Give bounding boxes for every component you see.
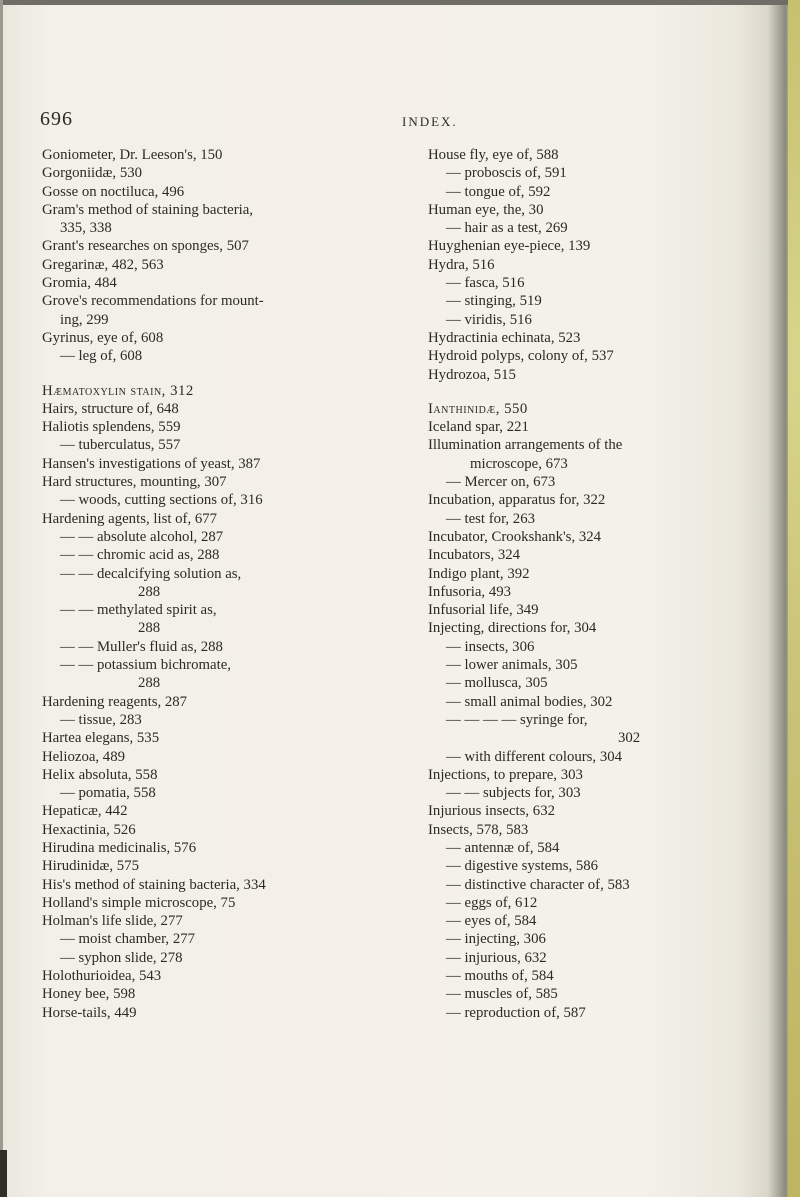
index-entry-continuation: 302 bbox=[618, 730, 641, 747]
index-entry: Hydractinia echinata, 523 bbox=[428, 329, 581, 346]
index-subentry: — tongue of, 592 bbox=[446, 183, 551, 200]
index-subentry: — reproduction of, 587 bbox=[446, 1004, 586, 1021]
index-subentry: — stinging, 519 bbox=[446, 293, 542, 310]
index-entry: Holothurioidea, 543 bbox=[42, 968, 162, 985]
index-entry: Hepaticæ, 442 bbox=[42, 803, 128, 820]
index-subentry: — lower animals, 305 bbox=[446, 657, 578, 674]
index-entry: Holman's life slide, 277 bbox=[42, 913, 183, 930]
index-entry: Indigo plant, 392 bbox=[428, 565, 530, 582]
page-number: 696 bbox=[40, 108, 73, 130]
index-entry: Gregarinæ, 482, 563 bbox=[42, 256, 164, 273]
index-entry: Hydroid polyps, colony of, 537 bbox=[428, 348, 614, 365]
index-entry: Incubators, 324 bbox=[428, 547, 521, 564]
index-entry: Honey bee, 598 bbox=[42, 986, 136, 1003]
index-entry: Infusoria, 493 bbox=[428, 583, 512, 600]
index-entry: Gromia, 484 bbox=[42, 275, 117, 292]
index-entry: Hard structures, mounting, 307 bbox=[42, 474, 227, 491]
index-subentry: — — — — syringe for, bbox=[446, 711, 588, 728]
index-subentry: — — methylated spirit as, bbox=[60, 602, 217, 619]
index-subentry: — eggs of, 612 bbox=[446, 894, 538, 911]
index-column-right bbox=[428, 146, 794, 1022]
index-entry: Hardening reagents, 287 bbox=[42, 693, 188, 710]
index-entry-continuation: 335, 338 bbox=[60, 220, 112, 237]
index-entry: Human eye, the, 30 bbox=[428, 201, 544, 218]
index-subentry: — — absolute alcohol, 287 bbox=[60, 528, 224, 545]
running-head: INDEX. bbox=[402, 114, 458, 129]
index-entry: Gram's method of staining bacteria, bbox=[42, 201, 253, 218]
index-entry: Grant's researches on sponges, 507 bbox=[42, 238, 249, 255]
index-entry-continuation: ing, 299 bbox=[60, 311, 109, 328]
index-entry: His's method of staining bacteria, 334 bbox=[42, 876, 266, 893]
index-subentry: — tuberculatus, 557 bbox=[60, 437, 181, 454]
index-subentry: — viridis, 516 bbox=[446, 311, 532, 328]
index-subentry: — — potassium bichromate, bbox=[60, 657, 231, 674]
index-subentry: — — subjects for, 303 bbox=[446, 785, 581, 802]
index-entry: Gosse on noctiluca, 496 bbox=[42, 183, 185, 200]
index-entry: Hansen's investigations of yeast, 387 bbox=[42, 455, 261, 472]
index-subentry: — with different colours, 304 bbox=[446, 748, 623, 765]
index-subentry: — — Muller's fluid as, 288 bbox=[60, 638, 223, 655]
index-subentry: — distinctive character of, 583 bbox=[446, 876, 630, 893]
section-gap bbox=[428, 384, 794, 400]
index-subentry: — pomatia, 558 bbox=[60, 785, 156, 802]
index-entry: Iceland spar, 221 bbox=[428, 419, 529, 436]
index-subentry: — syphon slide, 278 bbox=[60, 949, 183, 966]
index-subentry: — muscles of, 585 bbox=[446, 986, 558, 1003]
index-entry: House fly, eye of, 588 bbox=[428, 147, 559, 163]
index-subentry: — insects, 306 bbox=[446, 638, 535, 655]
index-entry: Injections, to prepare, 303 bbox=[428, 766, 583, 783]
index-entry-section-start: Hæmatoxylin stain, 312 bbox=[42, 382, 194, 399]
index-subentry: — moist chamber, 277 bbox=[60, 931, 196, 948]
index-entry: Hydra, 516 bbox=[428, 256, 495, 273]
index-entry: Haliotis splendens, 559 bbox=[42, 419, 181, 436]
index-subentry: — Mercer on, 673 bbox=[446, 474, 556, 491]
left-page-edge bbox=[0, 0, 3, 1197]
index-entry: Holland's simple microscope, 75 bbox=[42, 894, 236, 911]
index-entry: Hartea elegans, 535 bbox=[42, 730, 160, 747]
index-entry: Infusorial life, 349 bbox=[428, 602, 539, 619]
index-entry: Huyghenian eye-piece, 139 bbox=[428, 238, 591, 255]
index-entry: Hirudina medicinalis, 576 bbox=[42, 839, 197, 856]
index-entry: Hirudinidæ, 575 bbox=[42, 858, 140, 875]
index-subentry: — injecting, 306 bbox=[446, 931, 546, 948]
index-subentry: — injurious, 632 bbox=[446, 949, 547, 966]
index-subentry: — leg of, 608 bbox=[60, 348, 143, 365]
index-subentry: — hair as a test, 269 bbox=[446, 220, 568, 237]
index-entry: Heliozoa, 489 bbox=[42, 748, 126, 765]
index-subentry: — eyes of, 584 bbox=[446, 913, 537, 930]
index-entry: Gorgoniidæ, 530 bbox=[42, 165, 143, 182]
index-entry: Gyrinus, eye of, 608 bbox=[42, 329, 164, 346]
index-entry: Hydrozoa, 515 bbox=[428, 366, 516, 383]
index-entry: Goniometer, Dr. Leeson's, 150 bbox=[42, 147, 223, 163]
index-subentry: — mouths of, 584 bbox=[446, 968, 554, 985]
index-entry: Insects, 578, 583 bbox=[428, 821, 529, 838]
index-column-left bbox=[42, 146, 410, 1022]
section-gap bbox=[42, 366, 410, 382]
index-entry-continuation: 288 bbox=[138, 620, 161, 637]
index-subentry: — mollusca, 305 bbox=[446, 675, 548, 692]
index-subentry: — antennæ of, 584 bbox=[446, 839, 560, 856]
index-entry: Hexactinia, 526 bbox=[42, 821, 136, 838]
index-entry: Incubation, apparatus for, 322 bbox=[428, 492, 606, 509]
index-entry: Hardening agents, list of, 677 bbox=[42, 510, 218, 527]
index-entry: Hairs, structure of, 648 bbox=[42, 400, 179, 417]
binding-tab bbox=[0, 1150, 7, 1197]
index-entry: Incubator, Crookshank's, 324 bbox=[428, 528, 602, 545]
index-entry: Injecting, directions for, 304 bbox=[428, 620, 597, 637]
index-entry-continuation: 288 bbox=[138, 583, 161, 600]
index-subentry: — test for, 263 bbox=[446, 510, 535, 527]
index-entry-continuation: microscope, 673 bbox=[470, 455, 568, 472]
index-entry: Helix absoluta, 558 bbox=[42, 766, 158, 783]
index-subentry: — small animal bodies, 302 bbox=[446, 693, 613, 710]
index-subentry: — woods, cutting sections of, 316 bbox=[60, 492, 263, 509]
index-subentry: — tissue, 283 bbox=[60, 711, 142, 728]
index-subentry: — — chromic acid as, 288 bbox=[60, 547, 220, 564]
index-entry: Illumination arrangements of the bbox=[428, 437, 623, 454]
index-entry: Grove's recommendations for mount- bbox=[42, 293, 264, 310]
index-subentry: — proboscis of, 591 bbox=[446, 165, 567, 182]
index-subentry: — digestive systems, 586 bbox=[446, 858, 599, 875]
index-entry: Horse-tails, 449 bbox=[42, 1004, 137, 1021]
index-entry-section-start: Ianthinidæ, 550 bbox=[428, 400, 528, 417]
index-entry-continuation: 288 bbox=[138, 675, 161, 692]
index-subentry: — fasca, 516 bbox=[446, 275, 525, 292]
index-subentry: — — decalcifying solution as, bbox=[60, 565, 242, 582]
index-entry: Injurious insects, 632 bbox=[428, 803, 555, 820]
top-edge-rule bbox=[0, 0, 790, 5]
